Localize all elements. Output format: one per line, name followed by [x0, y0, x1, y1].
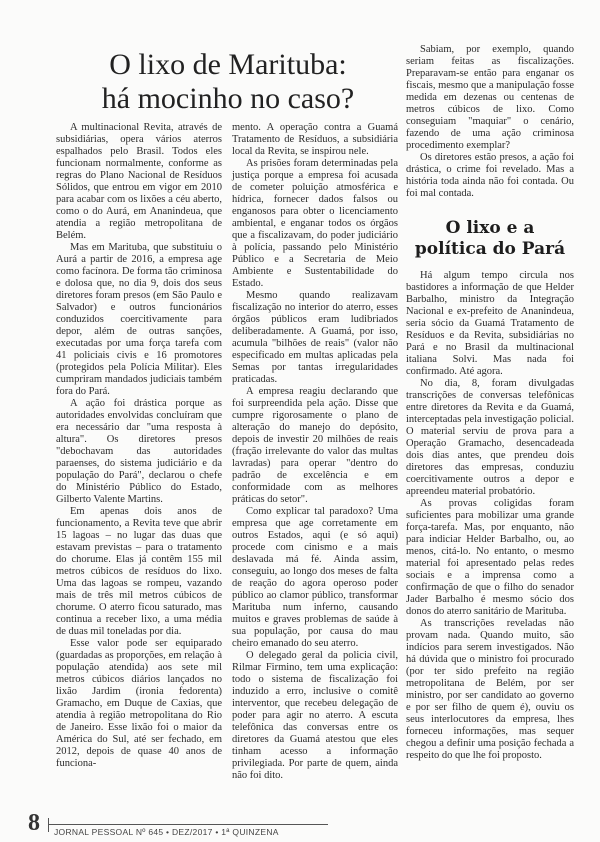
footer-divider-vertical: [48, 818, 49, 832]
footer-divider: [48, 824, 328, 825]
paragraph: Como explicar tal paradoxo? Uma empresa que age corretamente em outros Estados, aqui (e só aqui) procede com cinismo e a mais deslavada má fé. Ainda assim, conseguiu, ao longo dos meses de falta de reação do agora operoso poder público ao clamor público, transformar Marituba num inferno, causando muitos e graves problemas de saúde à sua população, por causa do mau cheiro emanado do seu aterro.: [232, 506, 398, 649]
paragraph: As transcrições reveladas não provam nada. Quando muito, são indícios para serem investigados. Não há dúvida que o ministro foi procurado (por ter sido prefeito na região metropolitana de Belém, por ser ministro, por ser candidato ao governo e por ser filho de quem é), ouviu os seus interlocutores da empresa, lhes forneceu informações, mas sequer chegou a definir uma posição fechada a respeito do que lhe foi proposto.: [406, 618, 574, 761]
paragraph: Os diretores estão presos, a ação foi drástica, o crime foi revelado. Mas a história toda ainda não foi contada. Ou foi mal contada.: [406, 152, 574, 199]
paragraph: As provas coligidas foram suficientes para mobilizar uma grande força-tarefa. Mas, por enquanto, não para indiciar Helder Barbalho, ou, ao menos, citá-lo. No entanto, o mesmo material foi apresentado pelas redes sociais e a imprensa como a confirmação de que o filho do senador Jader Barbalho é mesmo sócio dos donos do aterro sanitário de Marituba.: [406, 498, 574, 617]
paragraph: A empresa reagiu declarando que foi surpreendida pela ação. Disse que cumpre rigorosamente o plano de alteração do manejo do depósito, depois de investir 20 milhões de reais (fração irrelevante do valor das multas lavradas) para operar "dentro do padrão de excelência e em conformidade com as melhores práticas do setor".: [232, 386, 398, 505]
title-line-2: há mocinho no caso?: [101, 82, 355, 115]
title-line-1: O lixo de Marituba:: [109, 48, 347, 81]
sidebar-title-line-1: O lixo e a: [445, 218, 535, 238]
paragraph: Mas em Marituba, que substituiu o Aurá a partir de 2016, a empresa age como facínora. De forma tão criminosa e dolosa que, no dia 9, dois dos seus diretores foram presos (em São Paulo e Salvador) e outros funcionários conduzidos coercitivamente para depor, além de outras sanções, executadas por uma força tarefa com 41 policiais civis e 16 promotores (protegidos pela Polícia Militar). Eles cumpriram mandados judiciais também fora do Pará.: [56, 242, 222, 397]
column-3: [406, 44, 574, 762]
paragraph: A multinacional Revita, através de subsidiárias, opera vários aterros espalhados pelo Brasil. Todos eles funcionam normalmente, conforme as regras do Plano Nacional de Resíduos Sólidos, que entrou em vigor em 2010 para acabar com os lixões a céu aberto, como o do Aurá, em Ananindeua, que atendia a região metropolitana de Belém.: [56, 122, 222, 241]
paragraph: A ação foi drástica porque as autoridades envolvidas concluíram que era necessário dar "uma resposta à altura". Os diretores presos "debochavam das autoridades paraenses, do sistema judiciário e da população do Pará", declarou o chefe do Ministério Público do Estado, Gilberto Valente Martins.: [56, 398, 222, 505]
sidebar-title: [406, 218, 574, 260]
page-footer: [28, 810, 328, 840]
page-number: 8: [28, 810, 40, 836]
paragraph: Sabiam, por exemplo, quando seriam feitas as fiscalizações. Preparavam-se então para enganar os fiscais, mesmo que a manipulação fosse medida em dezenas ou centenas de metros cúbicos de lixo. Como conseguiam "maquiar" o cenário, fazendo de uma ação criminosa procedimento exemplar?: [406, 44, 574, 151]
column-2: [232, 122, 398, 782]
paragraph: Esse valor pode ser equiparado (guardadas as proporções, em relação à população atendida) aos sete mil metros cúbicos diários lançados no lixão Jardim (ironia fedorenta) Gramacho, em Duque de Caxias, que atendia à região metropolitana do Rio de Janeiro. Esse lixão foi o maior da América do Sul, até ser fechado, em 2012, depois de quase 40 anos de funciona-: [56, 638, 222, 769]
column-1: [56, 122, 222, 770]
paragraph: Em apenas dois anos de funcionamento, a Revita teve que abrir 15 lagoas – no lugar das duas que estavam previstas – para o tratamento do chorume. Elas já contêm 155 mil metros cúbicos de resíduos do lixo. Uma das lagoas se rompeu, vazando mais de três mil metros cúbicos de chorume. O aterro ficou saturado, mas continua a receber lixo, a uma média de duas mil toneladas por dia.: [56, 506, 222, 637]
paragraph: mento. A operação contra a Guamá Tratamento de Resíduos, a subsidiária local da Revita, se inspirou nele.: [232, 122, 398, 157]
sidebar-title-line-2: política do Pará: [414, 239, 566, 259]
paragraph: No dia, 8, foram divulgadas transcrições de conversas telefônicas entre diretores da Revita e da Guamá, interceptadas pela investigação policial. O material serviu de prova para a Operação Gramacho, desencadeada dois dias antes, que prendeu dois diretores das empresas, conduziu coercitivamente outros a depor e apreendeu material probatório.: [406, 378, 574, 497]
paragraph: As prisões foram determinadas pela justiça porque a empresa foi acusada de cometer poluição atmosférica e hídrica, fornecer dados falsos ou enganosos para obter o licenciamento ambiental, e enganar todos os órgãos que a fiscalizavam, do poder judiciário à polícia, passando pelo Ministério Público e a Secretaria de Meio Ambiente e Sustentabilidade do Estado.: [232, 158, 398, 289]
paragraph: Há algum tempo circula nos bastidores a informação de que Helder Barbalho, ministro da Integração Nacional e ex-prefeito de Ananindeua, seria sócio da Guamá Tratamento de Resíduos e da Revita, subsidiárias no Pará e no Brasil da multinacional italiana Solvi. Mas nada foi confirmado. Até agora.: [406, 270, 574, 377]
paragraph: O delegado geral da policia civil, Rilmar Firmino, tem uma explicação: todo o sistema de fiscalização foi induzido a erro, inclusive o comitê interventor, que recebeu delegação de poder para agir no aterro. A escuta telefônica das conversas entre os diretores da Guamá atestou que eles tinham acesso a informação privilegiada. Por parte de quem, ainda não foi dito.: [232, 650, 398, 781]
paragraph: Mesmo quando realizavam fiscalização no interior do aterro, esses órgãos públicos eram ludibriados deliberadamente. A Guamá, por isso, acumula "bilhões de reais" (valor não especificado em multas aplicadas pela Semas por tantas irregularidades praticadas.: [232, 290, 398, 385]
article-title: [58, 48, 398, 116]
publication-info: JORNAL PESSOAL Nº 645 • DEZ/2017 • 1ª QUINZENA: [54, 827, 279, 837]
